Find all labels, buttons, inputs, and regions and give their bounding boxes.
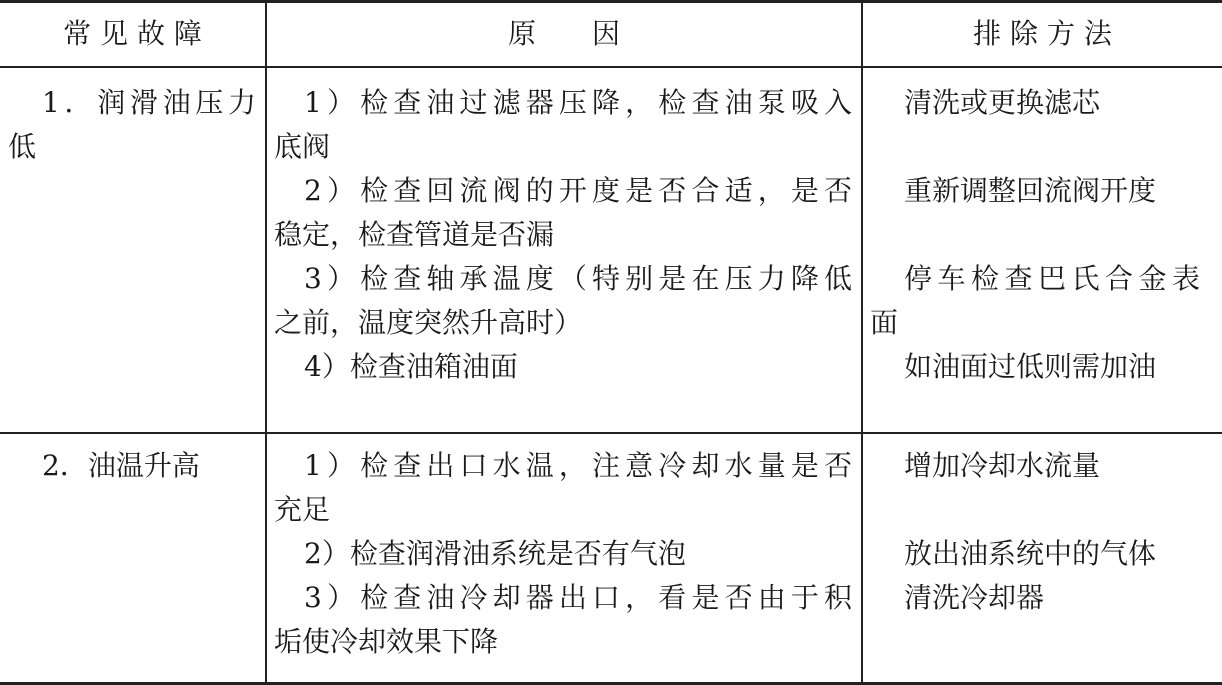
row2-cause3-line1: 3）检查油冷却器出口，看是否由于积 xyxy=(304,581,852,614)
row2-remedy3: 清洗冷却器 xyxy=(904,581,1045,614)
row2-remedy1: 增加冷却水流量 xyxy=(904,449,1101,482)
row1-remedy3-line2: 面 xyxy=(870,306,899,339)
row1-remedy4: 如油面过低则需加油 xyxy=(904,350,1157,383)
row2-cause1-line1: 1）检查出口水温，注意冷却水量是否 xyxy=(304,449,852,482)
row2-causes xyxy=(274,444,852,664)
row2-cause3-line2: 垢使冷却效果下降 xyxy=(274,625,499,658)
header-fault xyxy=(0,2,265,66)
row1-fault-line1: 1．润滑油压力 xyxy=(42,86,256,119)
row2-remedies xyxy=(870,444,1200,620)
row-divider-rule xyxy=(0,432,1222,434)
row1-cause2-line2: 稳定，检查管道是否漏 xyxy=(274,218,555,251)
row1-cause2-line1: 2）检查回流阀的开度是否合适，是否 xyxy=(304,174,852,207)
row1-fault-line2: 低 xyxy=(8,130,37,163)
row1-remedy1: 清洗或更换滤芯 xyxy=(904,86,1101,119)
row1-remedy3-line1: 停车检查巴氏合金表 xyxy=(904,262,1200,295)
row2-remedy-spacer xyxy=(870,488,1200,532)
row1-remedies xyxy=(870,81,1200,389)
row1-cause4-line1: 4）检查油箱油面 xyxy=(304,350,518,383)
row1-remedy-spacer xyxy=(870,125,1200,169)
row2-cause1-line2: 充足 xyxy=(274,493,331,526)
table-bottom-rule xyxy=(0,682,1222,685)
row1-remedy-spacer xyxy=(870,213,1200,257)
row1-fault xyxy=(8,81,256,169)
row1-causes xyxy=(274,81,852,389)
row1-cause1-line2: 底阀 xyxy=(274,130,331,163)
row2-fault-line1: 2．油温升高 xyxy=(42,449,200,482)
column-divider-2 xyxy=(861,2,863,685)
row1-cause3-line1: 3）检查轴承温度（特别是在压力降低 xyxy=(304,262,852,295)
row2-cause2-line1: 2）检查润滑油系统是否有气泡 xyxy=(304,537,686,570)
row2-fault xyxy=(8,444,256,488)
row2-remedy2: 放出油系统中的气体 xyxy=(904,537,1157,570)
row1-cause1-line1: 1）检查油过滤器压降，检查油泵吸入 xyxy=(304,86,852,119)
row1-cause3-line2: 之前，温度突然升高时） xyxy=(274,306,583,339)
header-cause-label: 原 因 xyxy=(507,17,620,50)
header-fault-label: 常 见 故 障 xyxy=(63,17,202,50)
header-cause xyxy=(267,2,861,66)
row1-remedy2: 重新调整回流阀开度 xyxy=(904,174,1157,207)
header-remedy-label: 排 除 方 法 xyxy=(973,17,1112,50)
header-bottom-rule xyxy=(0,66,1222,68)
column-divider-1 xyxy=(265,2,267,685)
header-remedy xyxy=(863,2,1222,66)
